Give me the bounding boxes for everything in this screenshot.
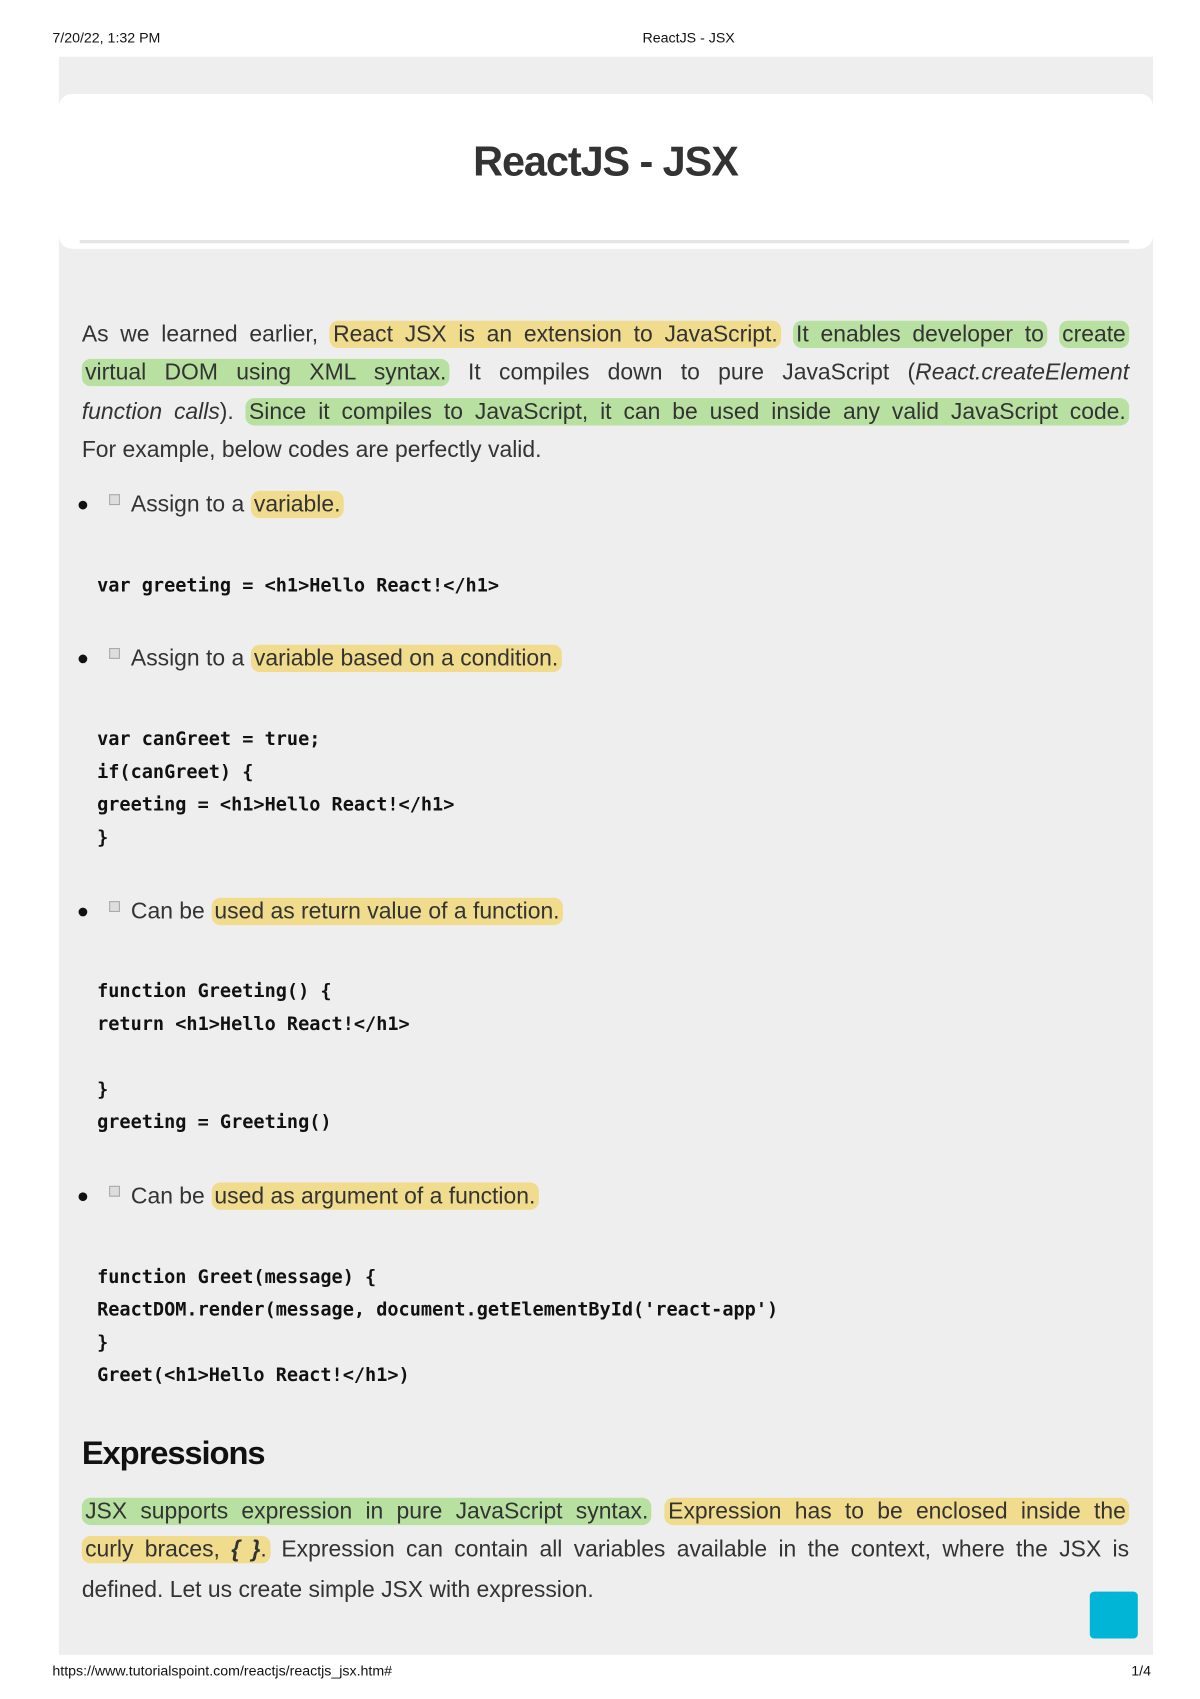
expressions-line xyxy=(82,1534,1129,1567)
intro-line xyxy=(82,357,1129,390)
text: ). xyxy=(219,399,246,425)
bullet-icon xyxy=(79,501,88,510)
print-url: https://www.tutorialspoint.com/reactjs/reactjs_jsx.htm# xyxy=(52,1662,393,1679)
highlight: variable based on a condition. xyxy=(251,645,562,672)
print-datetime: 7/20/22, 1:32 PM xyxy=(52,29,161,46)
bullet-icon xyxy=(79,908,88,917)
code-line: } xyxy=(97,826,109,849)
code-line: function Greeting() { xyxy=(97,980,332,1003)
code-line: greeting = Greeting() xyxy=(97,1111,332,1134)
page-content xyxy=(59,57,1153,1655)
section-heading: Expressions xyxy=(81,1435,265,1472)
page-title: ReactJS - JSX xyxy=(473,139,738,186)
square-icon xyxy=(109,1186,120,1197)
code-line: return <h1>Hello React!</h1> xyxy=(97,1013,410,1036)
divider xyxy=(80,240,1129,243)
intro-line: For example, below codes are perfectly valid. xyxy=(81,437,542,463)
text: Can be xyxy=(130,1183,212,1209)
text: curly braces, xyxy=(85,1537,232,1563)
text: React.createElement xyxy=(915,359,1130,386)
text: Expression can contain all variables available in the context, where the JSX is xyxy=(270,1537,1130,1563)
code-line: } xyxy=(97,1078,109,1101)
square-icon xyxy=(109,901,120,912)
highlight: create xyxy=(1059,321,1129,348)
highlight: used as argument of a function. xyxy=(211,1183,538,1210)
highlight xyxy=(82,1536,270,1563)
highlight: JSX supports expression in pure JavaScript syntax. xyxy=(82,1498,652,1525)
highlight: Expression has to be enclosed inside the xyxy=(665,1498,1129,1525)
text: As we learned earlier, xyxy=(81,321,330,347)
code-line: function Greet(message) { xyxy=(97,1266,377,1289)
text: Assign to a xyxy=(130,645,251,671)
highlight: virtual DOM using XML syntax. xyxy=(82,359,450,386)
text: It compiles down to pure JavaScript ( xyxy=(449,359,916,386)
highlight: used as return value of a function. xyxy=(211,898,563,925)
expressions-line xyxy=(82,1496,1129,1529)
code-line: Greet(<h1>Hello React!</h1>) xyxy=(97,1364,410,1387)
highlight: It enables developer to xyxy=(793,321,1047,348)
code-line: } xyxy=(97,1331,109,1354)
floating-action-button[interactable] xyxy=(1090,1592,1138,1639)
bullet-icon xyxy=(79,655,88,664)
highlight: React JSX is an extension to JavaScript. xyxy=(330,321,781,348)
text: function calls xyxy=(81,399,220,425)
code-line: var greeting = <h1>Hello React!</h1> xyxy=(97,574,500,597)
code-line: var canGreet = true; xyxy=(97,728,321,751)
square-icon xyxy=(109,494,120,505)
list-item xyxy=(79,1180,539,1213)
list-item xyxy=(79,489,344,522)
text: { } xyxy=(231,1537,261,1563)
intro-line xyxy=(82,396,1129,429)
list-item xyxy=(79,896,563,929)
text: . xyxy=(260,1537,267,1563)
square-icon xyxy=(109,648,120,659)
code-line: if(canGreet) { xyxy=(97,761,254,784)
text: Assign to a xyxy=(130,491,251,518)
print-page-title: ReactJS - JSX xyxy=(642,29,735,46)
code-line: ReactDOM.render(message, document.getElementById('react-app') xyxy=(97,1299,779,1322)
highlight: Since it compiles to JavaScript, it can be used inside any valid JavaScript code. xyxy=(246,398,1129,425)
text: Can be xyxy=(130,898,212,924)
expressions-line: defined. Let us create simple JSX with expression. xyxy=(81,1577,594,1603)
bullet-icon xyxy=(79,1193,88,1202)
print-page-number: 1/4 xyxy=(1131,1662,1151,1679)
intro-line xyxy=(82,319,1129,352)
code-line: greeting = <h1>Hello React!</h1> xyxy=(97,794,455,816)
highlight: variable. xyxy=(251,491,344,518)
list-item xyxy=(79,643,562,676)
